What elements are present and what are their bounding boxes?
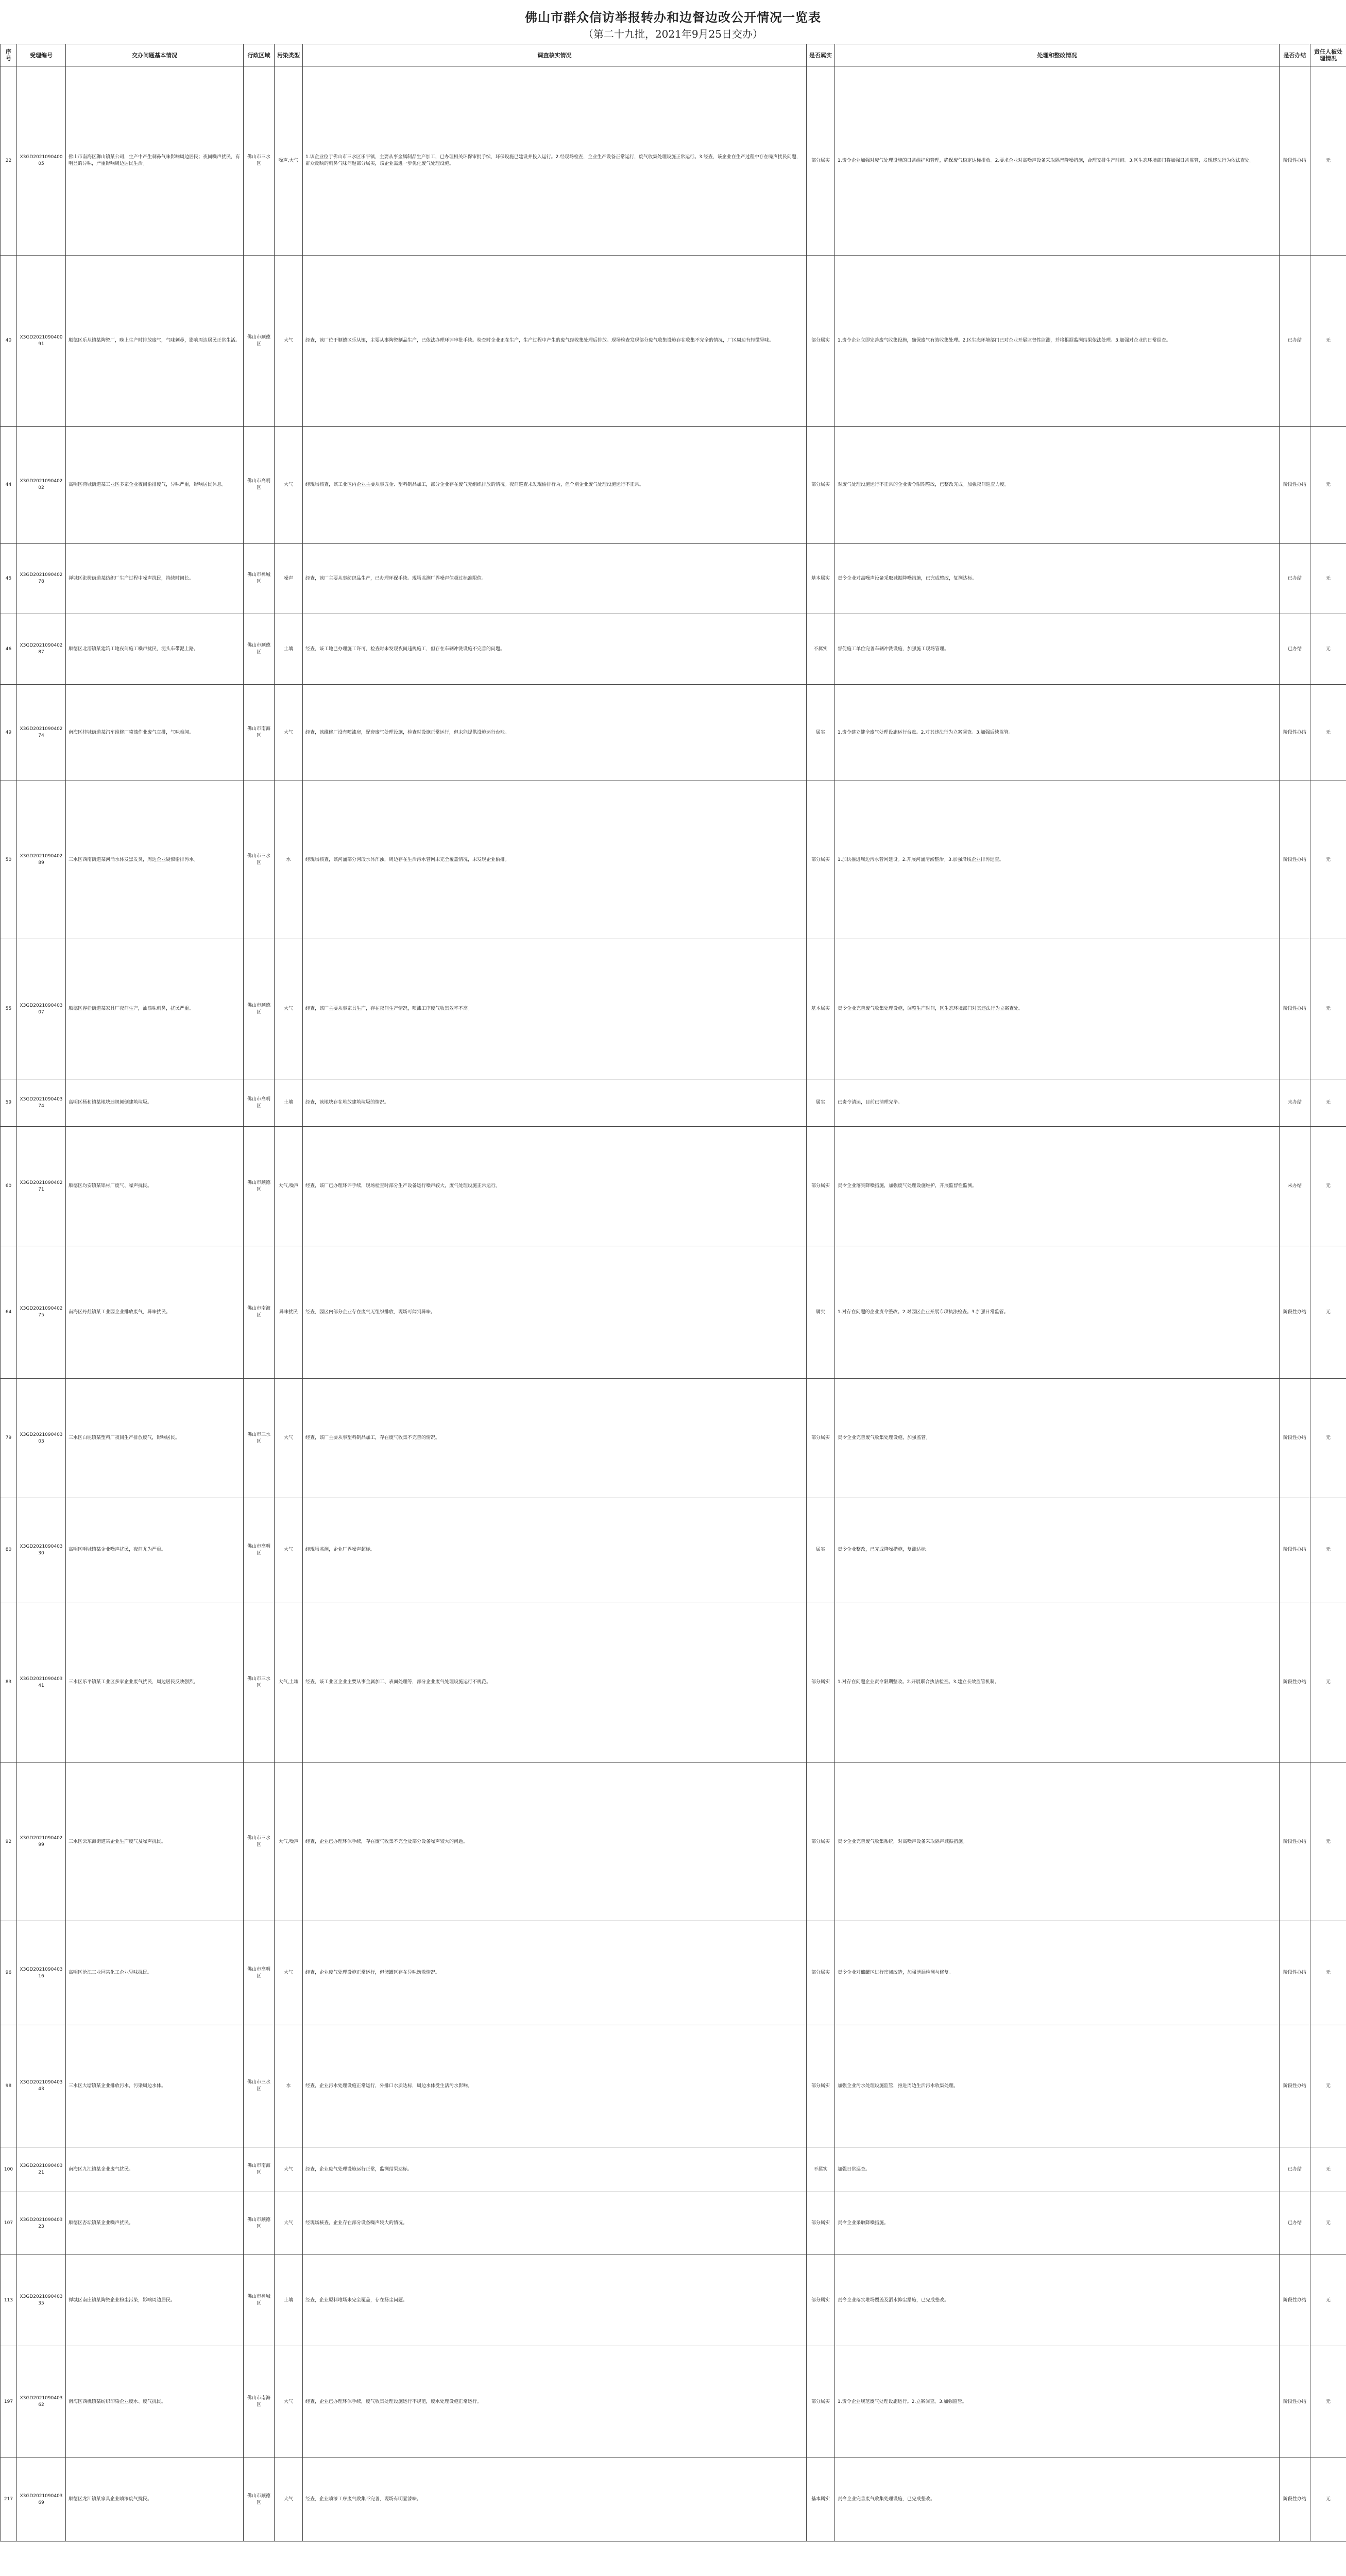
cell-done: 阶段性办结 [1280, 427, 1310, 544]
cell-no: 40 [1, 256, 17, 427]
cell-resp: 无 [1310, 939, 1346, 1079]
cell-truth: 属实 [807, 1246, 835, 1379]
cell-area: 佛山市南海区 [244, 685, 275, 781]
cell-resp: 无 [1310, 2025, 1346, 2147]
header-handle: 处理和整改情况 [835, 44, 1280, 66]
cell-resp: 无 [1310, 1246, 1346, 1379]
page-title: 佛山市群众信访举报转办和边督边改公开情况一览表 [525, 10, 821, 25]
cell-no: 64 [1, 1246, 17, 1379]
cell-id: X3GD202109040274 [17, 685, 66, 781]
cell-issue: 顺德区均安镇某铝材厂废气、噪声扰民。 [66, 1127, 244, 1246]
cell-no: 92 [1, 1763, 17, 1921]
cell-issue: 顺德区杏坛镇某企业噪声扰民。 [66, 2192, 244, 2255]
cell-id: X3GD202109040335 [17, 2255, 66, 2346]
cell-id: X3GD202109040202 [17, 427, 66, 544]
table-row [1, 939, 1346, 1079]
cell-done: 阶段性办结 [1280, 2458, 1310, 2541]
cell-id: X3GD202109040307 [17, 939, 66, 1079]
cell-verify: 经现场核查，该工业区内企业主要从事五金、塑料制品加工，部分企业存在废气无组织排放的情况。夜间巡查未发现偷排行为，但个别企业废气处理设施运行不正常。 [303, 427, 807, 544]
cell-issue: 高明区杨和镇某地块违规倾倒建筑垃圾。 [66, 1079, 244, 1127]
cell-ptype: 噪声,大气 [275, 66, 303, 256]
cell-handle: 责令企业采取降噪措施。 [835, 2192, 1280, 2255]
cell-id: X3GD202109040316 [17, 1921, 66, 2025]
cell-id: X3GD202109040299 [17, 1763, 66, 1921]
cell-area: 佛山市顺德区 [244, 256, 275, 427]
cell-truth: 属实 [807, 685, 835, 781]
cell-area: 佛山市三水区 [244, 66, 275, 256]
cell-ptype: 水 [275, 781, 303, 939]
cell-handle: 1.责令企业立即完善废气收集设施，确保废气有效收集处理。2.区生态环境部门已对企业开展监督性监测，并将根据监测结果依法处理。3.加强对企业的日常巡查。 [835, 256, 1280, 427]
cell-ptype: 大气 [275, 427, 303, 544]
header-truth: 是否属实 [807, 44, 835, 66]
table-row [1, 544, 1346, 614]
cell-no: 107 [1, 2192, 17, 2255]
cell-resp: 无 [1310, 2346, 1346, 2458]
table-row [1, 2147, 1346, 2192]
cell-no: 98 [1, 2025, 17, 2147]
cell-done: 阶段性办结 [1280, 1246, 1310, 1379]
cell-verify: 经查，该地块存在堆放建筑垃圾的情况。 [303, 1079, 807, 1127]
cell-verify: 1.该企业位于佛山市三水区乐平镇，主要从事金属制品生产加工，已办理相关环保审批手续，环保设施已建设并投入运行。2.经现场检查，企业生产设备正常运行，废气收集处理设施正常运行。3.经查，该企业在生产过程中存在噪声扰民问题，群众反映的刺鼻气味问题部分属实，该企业需进一步优化废气处理设施。 [303, 66, 807, 256]
cell-issue: 三水区白坭镇某塑料厂夜间生产排放废气，影响居民。 [66, 1379, 244, 1498]
cell-resp: 无 [1310, 544, 1346, 614]
cell-verify: 经查，企业废气处理设施正常运行，但储罐区存在异味逸散情况。 [303, 1921, 807, 2025]
table-row [1, 2192, 1346, 2255]
cell-ptype: 大气 [275, 256, 303, 427]
cell-done: 已办结 [1280, 544, 1310, 614]
cell-resp: 无 [1310, 427, 1346, 544]
table-row [1, 685, 1346, 781]
cell-area: 佛山市三水区 [244, 1602, 275, 1763]
cell-handle: 加强日常巡查。 [835, 2147, 1280, 2192]
page-subtitle: （第二十九批，2021年9月25日交办） [583, 28, 763, 40]
cell-verify: 经现场核查，企业存在部分设备噪声较大的情况。 [303, 2192, 807, 2255]
cell-verify: 经查，该维修厂设有喷漆房，配套废气处理设施，检查时设施正常运行，但未能提供设施运行台账。 [303, 685, 807, 781]
table-row [1, 66, 1346, 256]
cell-ptype: 大气,噪声 [275, 1127, 303, 1246]
cell-truth: 基本属实 [807, 2458, 835, 2541]
cell-no: 96 [1, 1921, 17, 2025]
cell-handle: 1.责令建立健全废气处理设施运行台账。2.对其违法行为立案调查。3.加强后续监管。 [835, 685, 1280, 781]
cell-ptype: 大气,土壤 [275, 1602, 303, 1763]
cell-truth: 属实 [807, 1079, 835, 1127]
header-ptype: 污染类型 [275, 44, 303, 66]
cell-ptype: 大气 [275, 939, 303, 1079]
cell-no: 49 [1, 685, 17, 781]
cell-verify: 经查，企业已办理环保手续，存在废气收集不完全及部分设备噪声较大的问题。 [303, 1763, 807, 1921]
cell-issue: 顺德区乐从镇某陶瓷厂，晚上生产时排放废气，气味刺鼻，影响周边居民正常生活。 [66, 256, 244, 427]
cell-truth: 部分属实 [807, 2192, 835, 2255]
cell-verify: 经查，企业污水处理设施正常运行，外排口水质达标，周边水体受生活污水影响。 [303, 2025, 807, 2147]
cell-ptype: 大气 [275, 685, 303, 781]
cell-done: 阶段性办结 [1280, 2025, 1310, 2147]
cell-truth: 部分属实 [807, 1127, 835, 1246]
cell-resp: 无 [1310, 2458, 1346, 2541]
cell-id: X3GD202109040005 [17, 66, 66, 256]
cell-issue: 南海区西樵镇某纺织印染企业废水、废气扰民。 [66, 2346, 244, 2458]
cell-area: 佛山市顺德区 [244, 614, 275, 685]
cell-id: X3GD202109040369 [17, 2458, 66, 2541]
cell-done: 阶段性办结 [1280, 1379, 1310, 1498]
cell-id: X3GD202109040330 [17, 1498, 66, 1602]
cell-handle: 责令企业对高噪声设备采取减振降噪措施，已完成整改，复测达标。 [835, 544, 1280, 614]
cell-truth: 部分属实 [807, 427, 835, 544]
cell-truth: 不属实 [807, 614, 835, 685]
cell-handle: 1.责令企业规范废气处理设施运行。2.立案调查。3.加强监管。 [835, 2346, 1280, 2458]
cell-id: X3GD202109040278 [17, 544, 66, 614]
cell-verify: 经查，园区内部分企业存在废气无组织排放，现场可闻到异味。 [303, 1246, 807, 1379]
cell-handle: 1.对存在问题的企业责令整改。2.对园区企业开展专项执法检查。3.加强日常监管。 [835, 1246, 1280, 1379]
cell-no: 46 [1, 614, 17, 685]
cell-issue: 南海区丹灶镇某工业园企业排放废气，异味扰民。 [66, 1246, 244, 1379]
cell-handle: 责令企业对储罐区进行密闭改造，加强泄漏检测与修复。 [835, 1921, 1280, 2025]
cell-done: 阶段性办结 [1280, 2346, 1310, 2458]
cell-verify: 经查，该工地已办理施工许可，检查时未发现夜间违规施工，但存在车辆冲洗设施不完善的问题。 [303, 614, 807, 685]
cell-no: 60 [1, 1127, 17, 1246]
cell-no: 100 [1, 2147, 17, 2192]
cell-truth: 部分属实 [807, 781, 835, 939]
table-row [1, 2025, 1346, 2147]
cell-ptype: 土壤 [275, 614, 303, 685]
cell-ptype: 水 [275, 2025, 303, 2147]
cell-issue: 高明区沧江工业园某化工企业异味扰民。 [66, 1921, 244, 2025]
cell-area: 佛山市三水区 [244, 781, 275, 939]
cell-issue: 顺德区龙江镇某家具企业喷漆废气扰民。 [66, 2458, 244, 2541]
table-row [1, 1379, 1346, 1498]
cell-resp: 无 [1310, 1079, 1346, 1127]
cell-handle: 1.对存在问题企业责令限期整改。2.开展联合执法检查。3.建立长效监管机制。 [835, 1602, 1280, 1763]
cell-no: 45 [1, 544, 17, 614]
cell-handle: 1.加快推进周边污水管网建设。2.开展河涌清淤整治。3.加强沿线企业排污巡查。 [835, 781, 1280, 939]
header-id: 受理编号 [17, 44, 66, 66]
cell-id: X3GD202109040362 [17, 2346, 66, 2458]
title-block [0, 0, 1346, 44]
cell-handle: 责令企业完善废气收集处理设施，已完成整改。 [835, 2458, 1280, 2541]
header-no: 序号 [1, 44, 17, 66]
cell-done: 阶段性办结 [1280, 66, 1310, 256]
cell-done: 阶段性办结 [1280, 781, 1310, 939]
header-verify: 调查核实情况 [303, 44, 807, 66]
table-row [1, 1763, 1346, 1921]
table-row [1, 1079, 1346, 1127]
cell-id: X3GD202109040275 [17, 1246, 66, 1379]
cell-issue: 三水区大塘镇某企业排放污水，污染周边水体。 [66, 2025, 244, 2147]
cell-issue: 三水区乐平镇某工业区多家企业废气扰民，周边居民反映强烈。 [66, 1602, 244, 1763]
cell-resp: 无 [1310, 1127, 1346, 1246]
cell-issue: 南海区桂城街道某汽车维修厂喷漆作业废气直排，气味难闻。 [66, 685, 244, 781]
cell-done: 阶段性办结 [1280, 939, 1310, 1079]
cell-issue: 顺德区容桂街道某家具厂夜间生产，油漆味刺鼻，扰民严重。 [66, 939, 244, 1079]
cell-truth: 部分属实 [807, 1763, 835, 1921]
table-row [1, 256, 1346, 427]
cell-handle: 已责令清运，目前已清理完毕。 [835, 1079, 1280, 1127]
cell-area: 佛山市顺德区 [244, 1127, 275, 1246]
table-header-row [1, 44, 1346, 66]
cell-done: 阶段性办结 [1280, 1498, 1310, 1602]
cell-no: 44 [1, 427, 17, 544]
cell-no: 59 [1, 1079, 17, 1127]
cell-area: 佛山市顺德区 [244, 2458, 275, 2541]
cell-no: 50 [1, 781, 17, 939]
cell-id: X3GD202109040341 [17, 1602, 66, 1763]
cell-verify: 经查，该厂主要从事塑料制品加工，存在废气收集不完善的情况。 [303, 1379, 807, 1498]
cell-resp: 无 [1310, 66, 1346, 256]
cell-ptype: 大气 [275, 1379, 303, 1498]
cell-done: 阶段性办结 [1280, 1602, 1310, 1763]
cell-resp: 无 [1310, 1498, 1346, 1602]
cell-ptype: 大气 [275, 2346, 303, 2458]
cell-resp: 无 [1310, 1921, 1346, 2025]
cell-id: X3GD202109040343 [17, 2025, 66, 2147]
cell-issue: 禅城区张槎街道某纺织厂生产过程中噪声扰民，持续时间长。 [66, 544, 244, 614]
cell-id: X3GD202109040374 [17, 1079, 66, 1127]
cell-no: 197 [1, 2346, 17, 2458]
cell-area: 佛山市三水区 [244, 1379, 275, 1498]
cell-no: 79 [1, 1379, 17, 1498]
header-done: 是否办结 [1280, 44, 1310, 66]
cell-verify: 经查，企业废气处理设施运行正常，监测结果达标。 [303, 2147, 807, 2192]
cell-truth: 部分属实 [807, 66, 835, 256]
cell-handle: 加强企业污水处理设施监管，推进周边生活污水收集处理。 [835, 2025, 1280, 2147]
table-row [1, 1498, 1346, 1602]
cell-id: X3GD202109040271 [17, 1127, 66, 1246]
cell-ptype: 大气,噪声 [275, 1763, 303, 1921]
cell-handle: 督促施工单位完善车辆冲洗设施，加强施工现场管理。 [835, 614, 1280, 685]
cell-truth: 基本属实 [807, 939, 835, 1079]
cell-no: 83 [1, 1602, 17, 1763]
cell-resp: 无 [1310, 2255, 1346, 2346]
cell-done: 已办结 [1280, 256, 1310, 427]
cell-done: 阶段性办结 [1280, 685, 1310, 781]
cell-ptype: 土壤 [275, 1079, 303, 1127]
table-row [1, 1246, 1346, 1379]
cell-area: 佛山市禅城区 [244, 2255, 275, 2346]
cell-issue: 三水区云东海街道某企业生产废气及噪声扰民。 [66, 1763, 244, 1921]
cell-resp: 无 [1310, 2147, 1346, 2192]
cell-truth: 不属实 [807, 2147, 835, 2192]
cell-done: 已办结 [1280, 614, 1310, 685]
table-row [1, 1602, 1346, 1763]
cell-done: 阶段性办结 [1280, 1921, 1310, 2025]
cell-no: 22 [1, 66, 17, 256]
cell-area: 佛山市三水区 [244, 1763, 275, 1921]
cell-handle: 责令企业落实堆场覆盖及洒水抑尘措施，已完成整改。 [835, 2255, 1280, 2346]
cell-issue: 三水区西南街道某河涌水体发黑发臭，周边企业疑似偷排污水。 [66, 781, 244, 939]
header-resp: 责任人被处理情况 [1310, 44, 1346, 66]
cell-resp: 无 [1310, 256, 1346, 427]
cell-ptype: 异味扰民 [275, 1246, 303, 1379]
cell-area: 佛山市南海区 [244, 2346, 275, 2458]
table-row [1, 427, 1346, 544]
cell-area: 佛山市高明区 [244, 1921, 275, 2025]
cell-no: 55 [1, 939, 17, 1079]
cell-area: 佛山市三水区 [244, 2025, 275, 2147]
cell-area: 佛山市高明区 [244, 1498, 275, 1602]
cell-no: 113 [1, 2255, 17, 2346]
cell-truth: 基本属实 [807, 544, 835, 614]
cell-ptype: 噪声 [275, 544, 303, 614]
cell-truth: 属实 [807, 1498, 835, 1602]
cell-ptype: 土壤 [275, 2255, 303, 2346]
cell-done: 阶段性办结 [1280, 2255, 1310, 2346]
cell-area: 佛山市南海区 [244, 1246, 275, 1379]
table-row [1, 1127, 1346, 1246]
header-issue: 交办问题基本情况 [66, 44, 244, 66]
cell-issue: 高明区明城镇某企业噪声扰民，夜间尤为严重。 [66, 1498, 244, 1602]
cell-id: X3GD202109040289 [17, 781, 66, 939]
cell-verify: 经查，该厂主要从事家具生产，存在夜间生产情况，喷漆工序废气收集效率不高。 [303, 939, 807, 1079]
cell-issue: 禅城区南庄镇某陶瓷企业粉尘污染，影响周边居民。 [66, 2255, 244, 2346]
cell-area: 佛山市禅城区 [244, 544, 275, 614]
cell-handle: 责令企业完善废气收集处理设施，加强监管。 [835, 1379, 1280, 1498]
reports-table [0, 44, 1346, 2541]
cell-issue: 高明区荷城街道某工业区多家企业夜间偷排废气，异味严重，影响居民休息。 [66, 427, 244, 544]
cell-handle: 1.责令企业加强对废气处理设施的日常维护和管理，确保废气稳定达标排放。2.要求企业对高噪声设备采取隔音降噪措施，合理安排生产时间。3.区生态环境部门将加强日常监管，发现违法行为依法查处。 [835, 66, 1280, 256]
cell-ptype: 大气 [275, 1921, 303, 2025]
cell-ptype: 大气 [275, 2147, 303, 2192]
cell-handle: 责令企业完善废气收集处理设施，调整生产时间，区生态环境部门对其违法行为立案查处。 [835, 939, 1280, 1079]
cell-verify: 经现场监测，企业厂界噪声超标。 [303, 1498, 807, 1602]
cell-id: X3GD202109040287 [17, 614, 66, 685]
cell-issue: 南海区九江镇某企业废气扰民。 [66, 2147, 244, 2192]
cell-resp: 无 [1310, 781, 1346, 939]
cell-issue: 顺德区北滘镇某建筑工地夜间施工噪声扰民，泥头车带泥上路。 [66, 614, 244, 685]
cell-id: X3GD202109040303 [17, 1379, 66, 1498]
cell-ptype: 大气 [275, 1498, 303, 1602]
table-row [1, 2458, 1346, 2541]
cell-truth: 部分属实 [807, 1379, 835, 1498]
cell-id: X3GD202109040321 [17, 2147, 66, 2192]
table-row [1, 2255, 1346, 2346]
cell-resp: 无 [1310, 2192, 1346, 2255]
cell-handle: 责令企业完善废气收集系统，对高噪声设备采取隔声减振措施。 [835, 1763, 1280, 1921]
cell-truth: 部分属实 [807, 2255, 835, 2346]
cell-handle: 对废气处理设施运行不正常的企业责令限期整改，已整改完成。加强夜间巡查力度。 [835, 427, 1280, 544]
cell-done: 已办结 [1280, 2192, 1310, 2255]
cell-id: X3GD202109040323 [17, 2192, 66, 2255]
cell-verify: 经查，企业喷漆工序废气收集不完善，现场有明显漆味。 [303, 2458, 807, 2541]
cell-handle: 责令企业落实降噪措施，加强废气处理设施维护，开展监督性监测。 [835, 1127, 1280, 1246]
cell-truth: 部分属实 [807, 1921, 835, 2025]
cell-issue: 佛山市南海区狮山镇某公司，生产中产生刺鼻气味影响周边居民；夜间噪声扰民，有明显的异味，严重影响周边居民生活。 [66, 66, 244, 256]
cell-truth: 部分属实 [807, 2346, 835, 2458]
cell-resp: 无 [1310, 1602, 1346, 1763]
cell-truth: 部分属实 [807, 256, 835, 427]
cell-truth: 部分属实 [807, 2025, 835, 2147]
table-row [1, 2346, 1346, 2458]
cell-done: 阶段性办结 [1280, 1763, 1310, 1921]
cell-verify: 经查，企业原料堆场未完全覆盖，存在扬尘问题。 [303, 2255, 807, 2346]
cell-id: X3GD202109040091 [17, 256, 66, 427]
cell-no: 217 [1, 2458, 17, 2541]
cell-truth: 部分属实 [807, 1602, 835, 1763]
cell-verify: 经查，该厂主要从事纺织品生产，已办理环保手续。现场监测厂界噪声值超过标准限值。 [303, 544, 807, 614]
table-row [1, 1921, 1346, 2025]
cell-done: 未办结 [1280, 1127, 1310, 1246]
cell-area: 佛山市顺德区 [244, 939, 275, 1079]
cell-done: 已办结 [1280, 2147, 1310, 2192]
header-area: 行政区域 [244, 44, 275, 66]
cell-area: 佛山市高明区 [244, 427, 275, 544]
cell-verify: 经查，该厂已办理环评手续，现场检查时部分生产设备运行噪声较大，废气处理设施正常运行。 [303, 1127, 807, 1246]
table-row [1, 781, 1346, 939]
cell-handle: 责令企业整改，已完成降噪措施，复测达标。 [835, 1498, 1280, 1602]
cell-ptype: 大气 [275, 2458, 303, 2541]
cell-verify: 经现场核查，该河涌部分河段水体浑浊，周边存在生活污水管网未完全覆盖情况，未发现企业偷排。 [303, 781, 807, 939]
cell-verify: 经查，该工业区企业主要从事金属加工、表面处理等，部分企业废气处理设施运行不规范。 [303, 1602, 807, 1763]
cell-no: 80 [1, 1498, 17, 1602]
cell-area: 佛山市高明区 [244, 1079, 275, 1127]
cell-done: 未办结 [1280, 1079, 1310, 1127]
cell-verify: 经查，企业已办理环保手续，废气收集处理设施运行不规范，废水处理设施正常运行。 [303, 2346, 807, 2458]
cell-resp: 无 [1310, 685, 1346, 781]
cell-verify: 经查，该厂位于顺德区乐从镇，主要从事陶瓷制品生产，已依法办理环评审批手续。检查时企业正在生产，生产过程中产生的废气经收集处理后排放。现场检查发现部分废气收集设施存在收集不完全的情况，厂区周边有轻微异味。 [303, 256, 807, 427]
cell-resp: 无 [1310, 1763, 1346, 1921]
cell-resp: 无 [1310, 1379, 1346, 1498]
cell-area: 佛山市顺德区 [244, 2192, 275, 2255]
cell-ptype: 大气 [275, 2192, 303, 2255]
table-row [1, 614, 1346, 685]
cell-resp: 无 [1310, 614, 1346, 685]
cell-area: 佛山市南海区 [244, 2147, 275, 2192]
